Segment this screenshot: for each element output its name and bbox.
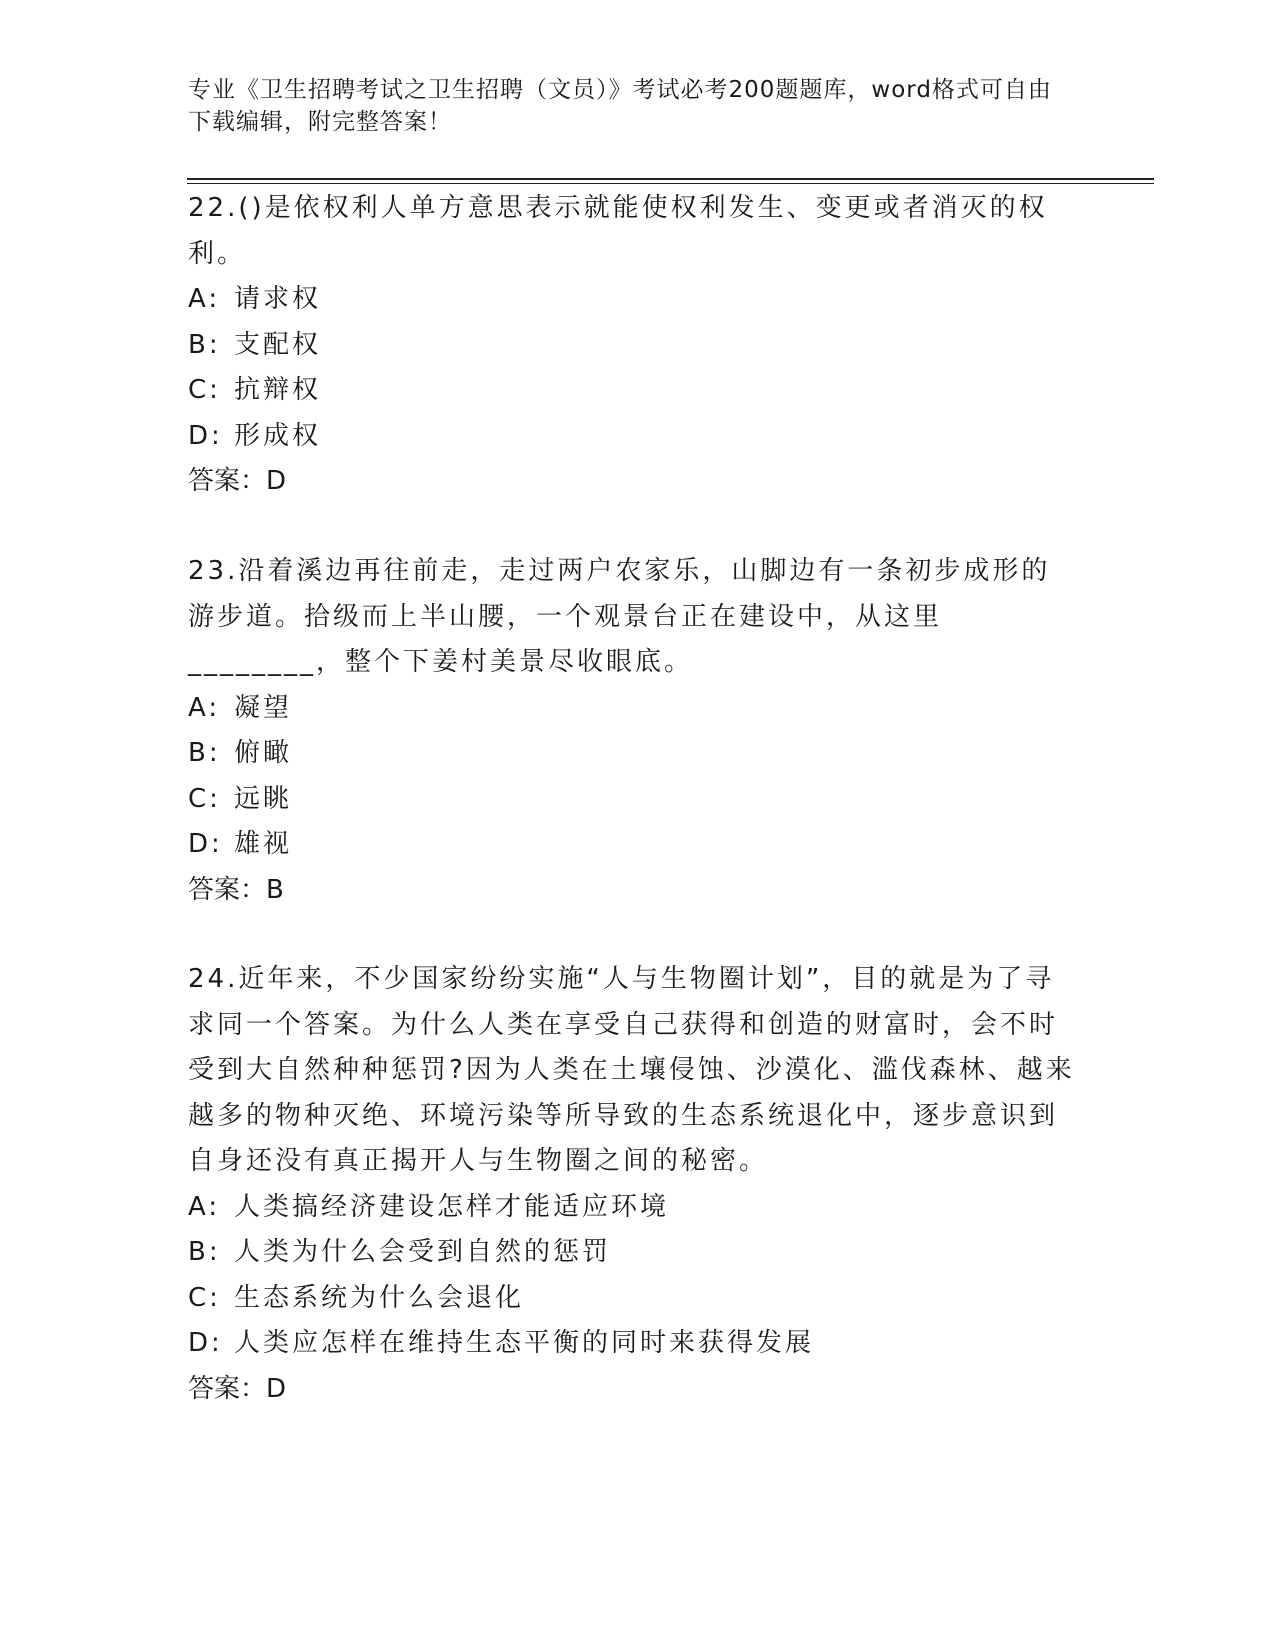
option-text: 人类为什么会受到自然的惩罚 [234, 1237, 612, 1267]
option-d [188, 822, 1078, 868]
answer-value: D [266, 1373, 287, 1404]
option-key: D: [188, 829, 223, 859]
header-divider-thin [187, 183, 1154, 184]
option-text: 请求权 [234, 284, 322, 314]
option-text: 雄视 [234, 829, 293, 859]
document-header: 专业《卫生招聘考试之卫生招聘（文员）》考试必考200题题库，word格式可自由下载编辑，附完整答案！ [188, 77, 1052, 135]
option-b [188, 1230, 1078, 1276]
option-key: A: [188, 692, 221, 723]
option-c [188, 368, 1078, 414]
option-key: B: [188, 329, 221, 360]
answer-line [188, 459, 1078, 505]
question-text: 24.近年来，不少国家纷纷实施“人与生物圈计划”，目的就是为了寻求同一个答案。为什么人类在享受自己获得和创造的财富时，会不时受到大自然种种惩罚?因为人类在土壤侵蚀、沙漠化、滥伐森林、越来越多的物种灭绝、环境污染等所导致的生态系统退化中，逐步意识到自身还没有真正揭开人与生物圈之间的秘密。 [188, 964, 1075, 1176]
option-key: C: [188, 783, 221, 814]
answer-label: 答案： [188, 1373, 267, 1404]
answer-value: D [266, 466, 287, 496]
answer-value: B [266, 874, 284, 905]
option-text: 俯瞰 [234, 738, 293, 768]
option-text: 凝望 [234, 692, 293, 723]
option-key: B: [188, 738, 221, 768]
option-key: C: [188, 1282, 221, 1313]
answer-label: 答案： [188, 874, 267, 905]
option-text: 生态系统为什么会退化 [234, 1282, 525, 1313]
option-text: 形成权 [234, 420, 322, 451]
question-24 [188, 957, 1078, 1412]
option-a [188, 277, 1078, 323]
answer-line [188, 1367, 1078, 1413]
option-key: A: [188, 1191, 221, 1222]
option-text: 远眺 [234, 783, 293, 814]
option-text: 人类应怎样在维持生态平衡的同时来获得发展 [234, 1328, 815, 1358]
question-text: 22.()是依权利人单方意思表示就能使权利发生、变更或者消灭的权利。 [188, 193, 1048, 269]
option-text: 抗辩权 [234, 375, 322, 405]
option-text: 支配权 [234, 329, 322, 360]
option-b [188, 731, 1078, 777]
option-key: A: [188, 284, 221, 314]
option-a [188, 686, 1078, 732]
header-divider-thick [187, 178, 1154, 180]
option-c [188, 1276, 1078, 1322]
option-key: B: [188, 1237, 221, 1267]
question-text: 23.沿着溪边再往前走，走过两户农家乐，山脚边有一条初步成形的游步道。拾级而上半山腰，一个观景台正在建设中，从这里________，整个下姜村美景尽收眼底。 [188, 556, 1051, 677]
answer-label: 答案： [188, 466, 267, 496]
option-c [188, 777, 1078, 823]
option-text: 人类搞经济建设怎样才能适应环境 [234, 1191, 670, 1222]
question-22 [188, 186, 1078, 505]
option-key: D: [188, 420, 223, 451]
option-b [188, 323, 1078, 369]
option-a [188, 1185, 1078, 1231]
answer-line [188, 868, 1078, 914]
option-key: D: [188, 1328, 223, 1358]
option-d [188, 1321, 1078, 1367]
option-key: C: [188, 375, 221, 405]
question-23 [188, 549, 1078, 913]
option-d [188, 414, 1078, 460]
